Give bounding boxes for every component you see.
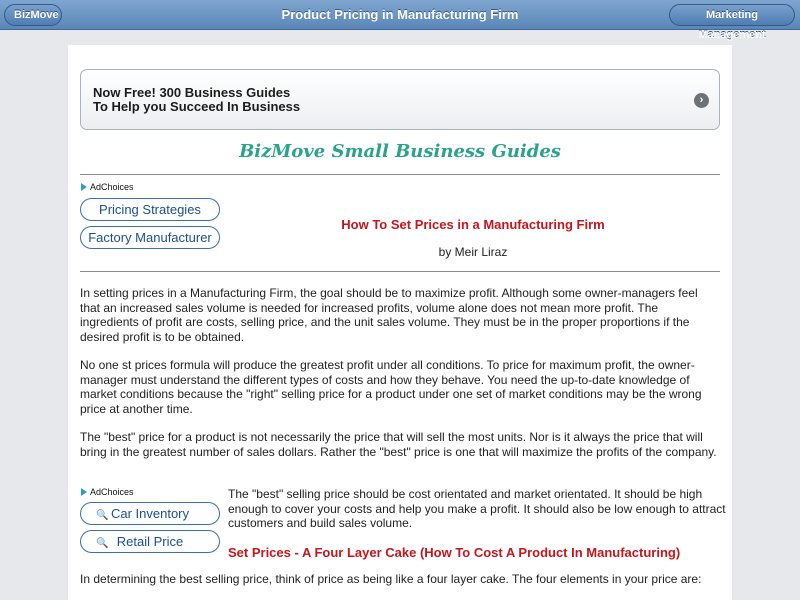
paragraph: No one st prices formula will produce the greatest profit under all conditions. To price for maximum profit, the owner-manager must understand the different types of costs and how they behave. You need the up-to-date knowledge of market conditions because the "right" selling price for a product under one set of market conditions may be the wrong price at another time. xyxy=(80,358,702,416)
bizmove-home-button[interactable]: BizMove xyxy=(4,4,62,26)
divider xyxy=(80,271,720,272)
adchoices-icon xyxy=(81,488,87,496)
site-title: BizMove Small Business Guides xyxy=(239,141,561,162)
promo-banner[interactable] xyxy=(80,69,720,130)
paragraph: The "best" selling price should be cost orientated and market orientated. It should be high enough to cover your costs and help you make a profit. It should also be low enough to attract customers and build sales volume. xyxy=(228,487,726,531)
adchoices-label[interactable]: AdChoices xyxy=(81,487,134,497)
section-heading: Set Prices - A Four Layer Cake (How To Cost A Product In Manufacturing) xyxy=(228,545,681,560)
promo-line-1: Now Free! 300 Business Guides xyxy=(93,85,291,100)
page-title: Product Pricing in Manufacturing Firm xyxy=(281,7,519,22)
chevron-right-circle-icon[interactable]: › xyxy=(694,93,709,108)
adchoices-label[interactable]: AdChoices xyxy=(81,182,134,192)
article-byline: by Meir Liraz xyxy=(438,245,508,259)
search-icon: 🔍 xyxy=(96,538,109,549)
ad-link-retail-price[interactable]: 🔍 Retail Price xyxy=(80,530,220,553)
paragraph: The "best" price for a product is not necessarily the price that will sell the most units. Nor is it always the price that will bring in the greatest number of sales dollars. Rather the "best" price is one that will maximize the profits of the company. xyxy=(80,430,717,459)
adchoices-icon xyxy=(81,183,87,191)
top-nav-bar xyxy=(0,0,800,41)
marketing-management-button[interactable]: Marketing Management xyxy=(669,4,795,26)
paragraph: In setting prices in a Manufacturing Firm, the goal should be to maximize profit. Although some owner-managers feel that an increased sales volume is needed for increased profits, volume alone does not mean more profit. The ingredients of profit are costs, selling price, and the unit sales volume. They must be in the proper proportions if the desired profit is to be obtained. xyxy=(80,286,698,344)
ad-link-car-inventory[interactable]: 🔍 Car Inventory xyxy=(80,502,220,525)
paragraph: In determining the best selling price, think of price as being like a four layer cake. The four elements in your price are: xyxy=(80,572,702,586)
content-page xyxy=(68,45,732,600)
divider xyxy=(80,174,720,175)
ad-link-factory-manufacturer[interactable]: Factory Manufacturer xyxy=(80,226,220,249)
article-title: How To Set Prices in a Manufacturing Firm xyxy=(341,217,605,232)
promo-line-2: To Help you Succeed In Business xyxy=(93,99,301,114)
search-icon: 🔍 xyxy=(96,510,109,521)
ad-link-pricing-strategies[interactable]: Pricing Strategies xyxy=(80,198,220,221)
